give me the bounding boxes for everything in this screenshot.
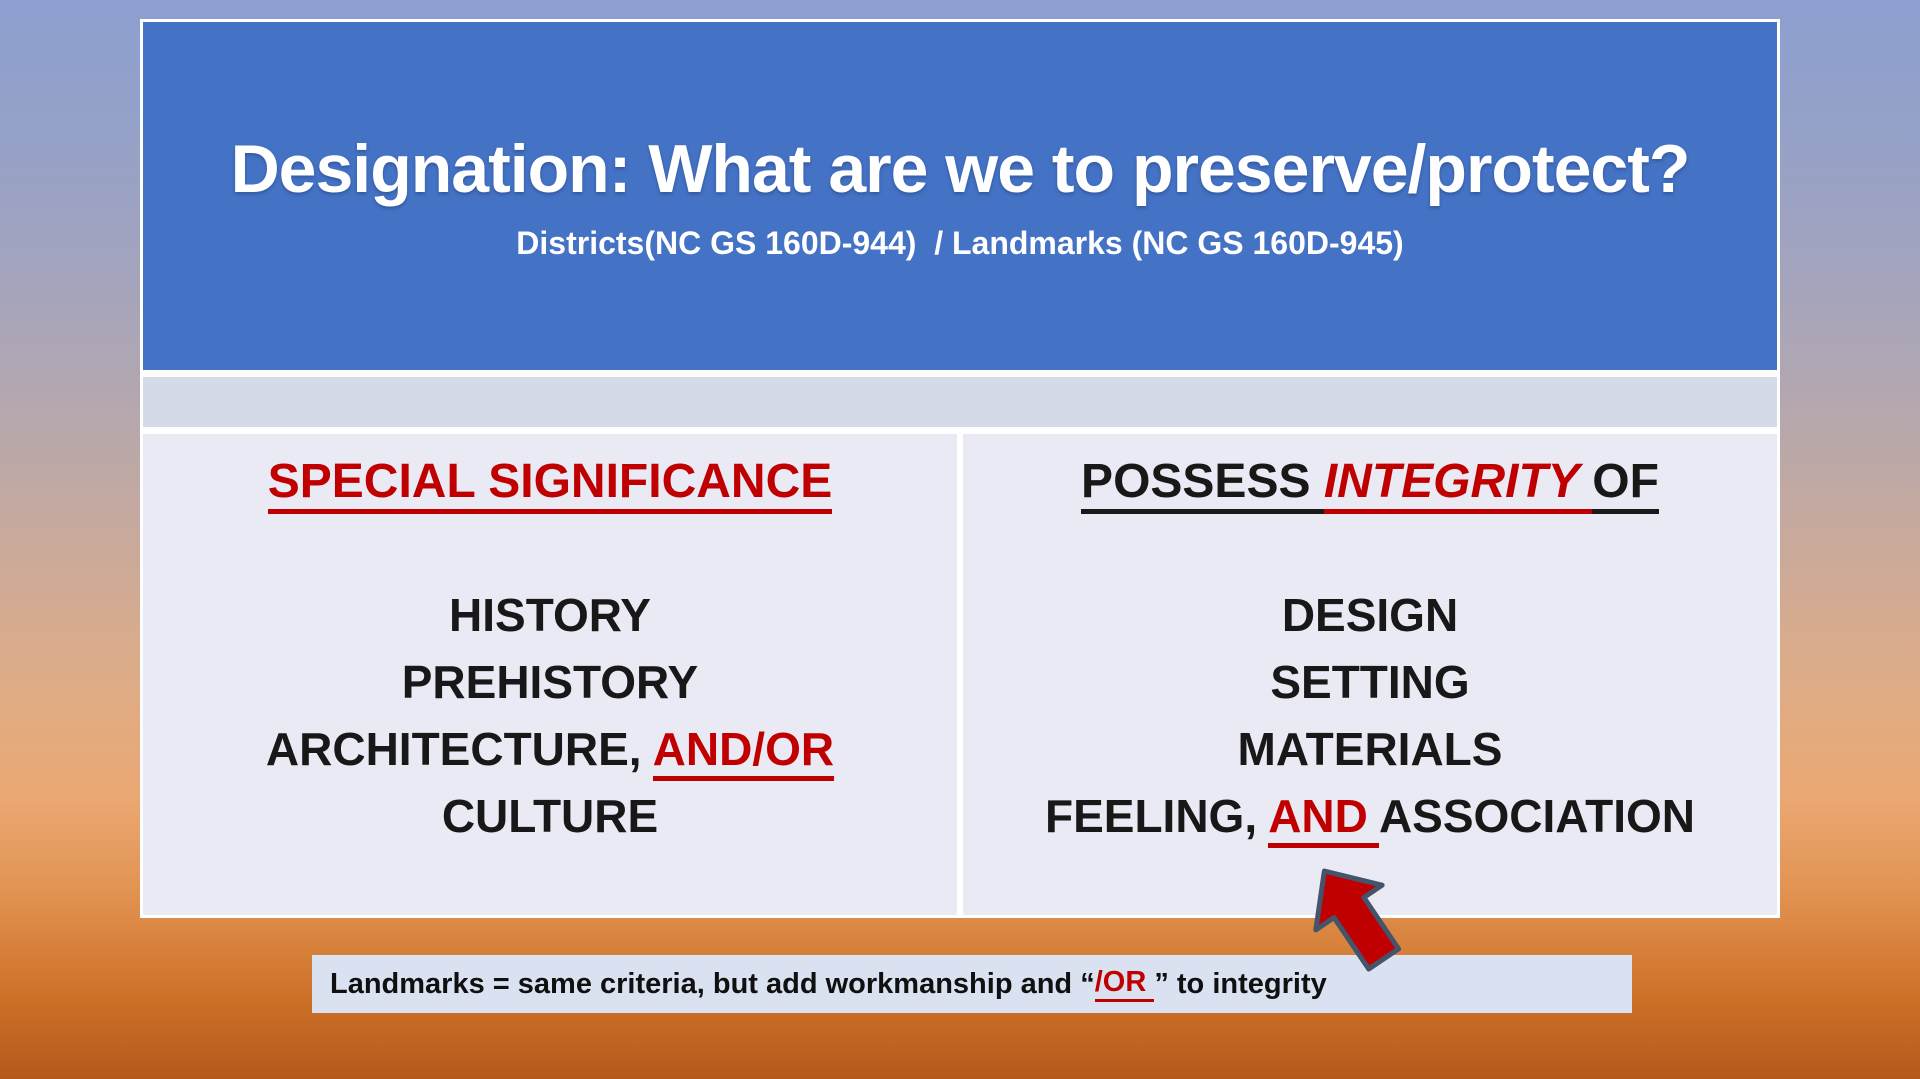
significance-column [143, 434, 957, 915]
slide-panel [140, 19, 1780, 918]
list-item-culture: CULTURE [441, 790, 659, 842]
title-banner [143, 22, 1777, 370]
integrity-heading [963, 448, 1777, 515]
feeling-text: FEELING, [1045, 790, 1269, 842]
and-highlight: AND [1268, 790, 1379, 848]
list-item-architecture [143, 716, 957, 783]
list-item-materials: MATERIALS [1237, 723, 1503, 775]
association-text: ASSOCIATION [1378, 790, 1695, 842]
spacer [963, 515, 1777, 582]
list-item-design: DESIGN [1281, 589, 1459, 641]
spacer [143, 515, 957, 582]
slide-title: Designation: What are we to preserve/protect? [230, 131, 1690, 207]
possess-text: POSSESS [1081, 455, 1324, 514]
significance-heading [143, 448, 957, 515]
list-item-setting: SETTING [1270, 656, 1470, 708]
gap-divider [143, 370, 1777, 377]
and-or-highlight: AND/OR [653, 723, 834, 781]
list-item-feeling [963, 783, 1777, 850]
divider-band [143, 377, 1777, 427]
list-item-history: HISTORY [449, 589, 651, 641]
or-highlight: /OR [1095, 966, 1155, 1002]
integrity-highlight: INTEGRITY [1324, 455, 1592, 514]
significance-heading-text: SPECIAL SIGNIFICANCE [268, 455, 833, 514]
landmarks-note-prefix: Landmarks = same criteria, but add workmanship and “ [330, 967, 1095, 1000]
landmarks-note-suffix: ” to integrity [1154, 967, 1327, 1000]
integrity-column [963, 434, 1777, 915]
slide-subtitle: Districts(NC GS 160D-944) / Landmarks (NC GS 160D-945) [516, 225, 1404, 261]
criteria-table [143, 434, 1777, 915]
list-item-prehistory: PREHISTORY [401, 656, 699, 708]
landmarks-note-bar [312, 955, 1632, 1013]
of-text: OF [1592, 455, 1659, 514]
architecture-text: ARCHITECTURE, [265, 723, 653, 775]
gap-divider [143, 427, 1777, 434]
